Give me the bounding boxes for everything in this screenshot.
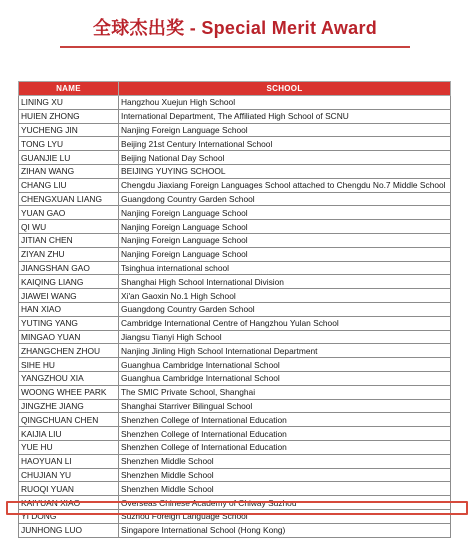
school-name-cell: Jiangsu Tianyi High School [119, 330, 451, 344]
student-name-cell: YUAN GAO [19, 206, 119, 220]
school-name-cell: Nanjing Foreign Language School [119, 123, 451, 137]
school-name-cell: Shenzhen College of International Education [119, 413, 451, 427]
table-row [19, 358, 451, 372]
table-row [19, 220, 451, 234]
school-name-cell: Beijing 21st Century International School [119, 137, 451, 151]
table-row [19, 454, 451, 468]
student-name-cell: CHUJIAN YU [19, 468, 119, 482]
student-name-cell: ZIHAN WANG [19, 164, 119, 178]
student-name-cell: JINGZHE JIANG [19, 399, 119, 413]
column-header-name: NAME [19, 82, 119, 96]
student-name-cell: HAN XIAO [19, 302, 119, 316]
column-header-school: SCHOOL [119, 82, 451, 96]
student-name-cell: YUCHENG JIN [19, 123, 119, 137]
table-row [19, 192, 451, 206]
school-name-cell: Tsinghua international school [119, 261, 451, 275]
school-name-cell: Shenzhen College of International Education [119, 440, 451, 454]
table-row [19, 123, 451, 137]
table-row [19, 509, 451, 523]
school-name-cell: Overseas Chinese Academy of Chiway Suzhou [119, 496, 451, 510]
student-name-cell: JIANGSHAN GAO [19, 261, 119, 275]
student-name-cell: YUE HU [19, 440, 119, 454]
table-row [19, 399, 451, 413]
page-title: 全球杰出奖 - Special Merit Award [92, 18, 378, 38]
student-name-cell: KAIJIA LIU [19, 427, 119, 441]
school-name-cell: International Department, The Affiliated High School of SCNU [119, 109, 451, 123]
school-name-cell: Hangzhou Xuejun High School [119, 96, 451, 110]
school-name-cell: Nanjing Foreign Language School [119, 247, 451, 261]
student-name-cell: CHANG LIU [19, 178, 119, 192]
student-name-cell: YI DONG [19, 509, 119, 523]
table-row [19, 385, 451, 399]
student-name-cell: LINING XU [19, 96, 119, 110]
table-row [19, 440, 451, 454]
table-row [19, 289, 451, 303]
school-name-cell: BEIJING YUYING SCHOOL [119, 164, 451, 178]
school-name-cell: Singapore International School (Hong Kong) [119, 523, 451, 537]
school-name-cell: Xi'an Gaoxin No.1 High School [119, 289, 451, 303]
table-row [19, 413, 451, 427]
student-name-cell: RUOQI YUAN [19, 482, 119, 496]
school-name-cell: Shanghai Starriver Bilingual School [119, 399, 451, 413]
table-row [19, 206, 451, 220]
student-name-cell: KAIYUAN XIAO [19, 496, 119, 510]
table-row [19, 371, 451, 385]
school-name-cell: Shanghai High School International Division [119, 275, 451, 289]
table-row [19, 482, 451, 496]
student-name-cell: QINGCHUAN CHEN [19, 413, 119, 427]
student-name-cell: ZHANGCHEN ZHOU [19, 344, 119, 358]
title-underline [60, 46, 410, 48]
table-row [19, 330, 451, 344]
table-header-row [19, 82, 451, 96]
table-row [19, 468, 451, 482]
student-name-cell: GUANJIE LU [19, 151, 119, 165]
student-name-cell: JUNHONG LUO [19, 523, 119, 537]
school-name-cell: Guanghua Cambridge International School [119, 358, 451, 372]
table-row [19, 302, 451, 316]
student-name-cell: CHENGXUAN LIANG [19, 192, 119, 206]
student-name-cell: ZIYAN ZHU [19, 247, 119, 261]
school-name-cell: Cambridge International Centre of Hangzhou Yulan School [119, 316, 451, 330]
school-name-cell: Shenzhen College of International Education [119, 427, 451, 441]
student-name-cell: QI WU [19, 220, 119, 234]
table-body [19, 96, 451, 538]
school-name-cell: Guangdong Country Garden School [119, 192, 451, 206]
student-name-cell: YANGZHOU XIA [19, 371, 119, 385]
school-name-cell: Nanjing Foreign Language School [119, 220, 451, 234]
table-row [19, 496, 451, 510]
table-row [19, 178, 451, 192]
table-row [19, 275, 451, 289]
school-name-cell: Chengdu Jiaxiang Foreign Languages School attached to Chengdu No.7 Middle School [119, 178, 451, 192]
student-name-cell: TONG LYU [19, 137, 119, 151]
school-name-cell: Nanjing Foreign Language School [119, 233, 451, 247]
student-name-cell: KAIQING LIANG [19, 275, 119, 289]
student-name-cell: YUTING YANG [19, 316, 119, 330]
table-row [19, 247, 451, 261]
school-name-cell: Beijing National Day School [119, 151, 451, 165]
table-row [19, 96, 451, 110]
table-row [19, 344, 451, 358]
student-name-cell: SIHE HU [19, 358, 119, 372]
school-name-cell: Guangdong Country Garden School [119, 302, 451, 316]
student-name-cell: JITIAN CHEN [19, 233, 119, 247]
award-table-container [18, 81, 450, 538]
school-name-cell: Shenzhen Middle School [119, 454, 451, 468]
school-name-cell: Guanghua Cambridge International School [119, 371, 451, 385]
student-name-cell: JIAWEI WANG [19, 289, 119, 303]
school-name-cell: The SMIC Private School, Shanghai [119, 385, 451, 399]
table-row [19, 151, 451, 165]
table-row [19, 427, 451, 441]
school-name-cell: Nanjing Foreign Language School [119, 206, 451, 220]
school-name-cell: Shenzhen Middle School [119, 482, 451, 496]
student-name-cell: HUIEN ZHONG [19, 109, 119, 123]
table-row [19, 137, 451, 151]
school-name-cell: Suzhou Foreign Language School [119, 509, 451, 523]
student-name-cell: WOONG WHEE PARK [19, 385, 119, 399]
table-row [19, 316, 451, 330]
student-name-cell: HAOYUAN LI [19, 454, 119, 468]
table-row [19, 109, 451, 123]
student-name-cell: MINGAO YUAN [19, 330, 119, 344]
school-name-cell: Shenzhen Middle School [119, 468, 451, 482]
table-row [19, 261, 451, 275]
school-name-cell: Nanjing Jinling High School International Department [119, 344, 451, 358]
title-banner [0, 0, 470, 52]
table-row [19, 164, 451, 178]
table-row [19, 233, 451, 247]
award-table [18, 81, 451, 538]
